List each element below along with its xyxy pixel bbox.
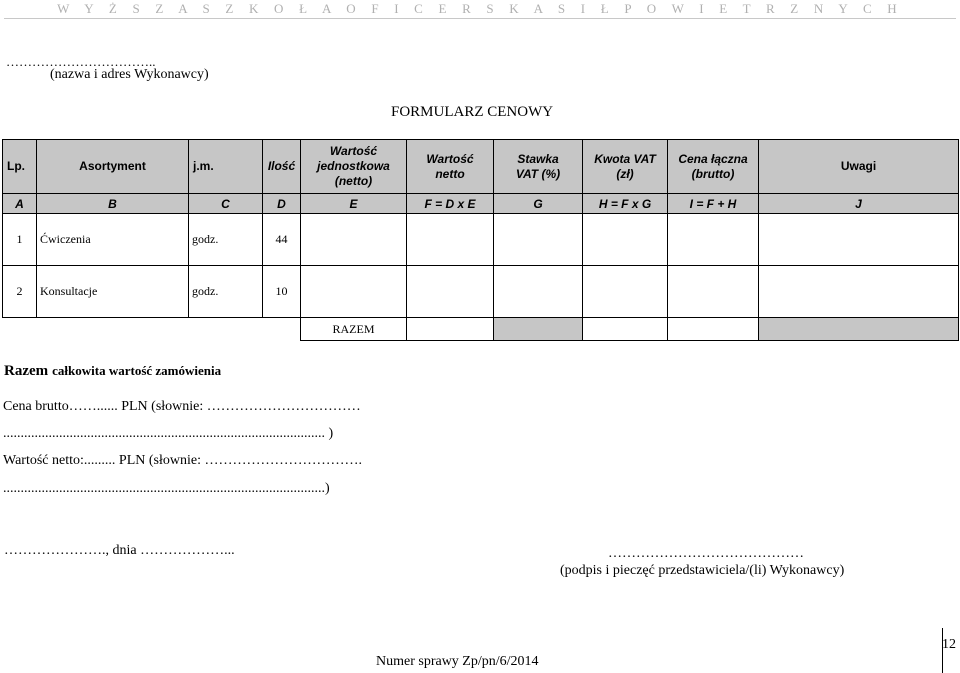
summary-title [4, 362, 221, 380]
row-notes-cell [759, 214, 959, 266]
table-row [3, 214, 959, 266]
row-lp: 1 [3, 214, 37, 266]
letter-f: F = D x E [407, 194, 494, 214]
vat-amount-line1: Kwota VAT [594, 151, 656, 166]
gross-price-line: Cena brutto……...... PLN (słownie: …………………………… [3, 399, 361, 414]
page-number: 12 [942, 637, 956, 652]
total-row [3, 318, 959, 341]
header-divider [4, 18, 956, 19]
signature-dots: …………………………………… [608, 546, 804, 561]
net-value-line1: Wartość [426, 151, 474, 166]
letter-g: G [494, 194, 583, 214]
row-gross-cell [668, 266, 759, 318]
price-table [2, 139, 959, 341]
row-unit-value-cell [301, 266, 407, 318]
total-notes-cell [759, 318, 959, 341]
row-vat-amount-cell [583, 266, 668, 318]
row-name: Ćwiczenia [37, 214, 189, 266]
col-header-vat-amount [583, 140, 668, 194]
col-header-asortyment: Asortyment [37, 140, 189, 194]
letter-i: I = F + H [668, 194, 759, 214]
form-title: FORMULARZ CENOWY [391, 104, 554, 120]
case-number: Numer sprawy Zp/pn/6/2014 [376, 654, 539, 669]
row-lp: 2 [3, 266, 37, 318]
col-header-ilosc: Ilość [263, 140, 301, 194]
col-header-net-value [407, 140, 494, 194]
gross-price-continuation: ............................................................................................ ) [3, 426, 334, 441]
total-net-cell [407, 318, 494, 341]
gross-line2: (brutto) [691, 166, 735, 181]
col-header-uwagi: Uwagi [759, 140, 959, 194]
letter-b: B [37, 194, 189, 214]
letter-c: C [189, 194, 263, 214]
row-vat-rate-cell [494, 214, 583, 266]
letter-e: E [301, 194, 407, 214]
net-value-continuation: ............................................................................................) [3, 481, 330, 496]
total-gross-cell [668, 318, 759, 341]
row-net-value-cell [407, 266, 494, 318]
vat-rate-line2: VAT (%) [515, 166, 561, 181]
unit-value-line3: (netto) [334, 174, 373, 188]
total-vat-amount-cell [583, 318, 668, 341]
unit-value-line1: Wartość [329, 144, 378, 158]
row-qty: 44 [263, 214, 301, 266]
row-notes-cell [759, 266, 959, 318]
total-vat-rate-cell [494, 318, 583, 341]
summary-title-rest: całkowita wartość zamówienia [52, 363, 222, 378]
net-value-line: Wartość netto:......... PLN (słownie: ……………………………. [3, 453, 362, 468]
school-header: W Y Ż S Z A S Z K O Ł A O F I C E R S K A S I Ł P O W I E T R Z N Y C H [57, 1, 903, 16]
col-header-jm: j.m. [189, 140, 263, 194]
row-net-value-cell [407, 214, 494, 266]
contractor-dots: …………………………….. [6, 54, 156, 69]
col-header-unit-value [301, 140, 407, 194]
signature-label: (podpis i pieczęć przedstawiciela/(li) Wykonawcy) [560, 563, 845, 578]
gross-line1: Cena łączna [678, 151, 748, 166]
vat-amount-line2: (zł) [616, 166, 634, 181]
row-unit: godz. [189, 266, 263, 318]
summary-title-bold: Razem [4, 363, 49, 379]
table-row [3, 266, 959, 318]
col-header-lp: Lp. [3, 140, 37, 194]
row-vat-rate-cell [494, 266, 583, 318]
net-value-line2: netto [435, 166, 465, 181]
row-name: Konsultacje [37, 266, 189, 318]
contractor-label: (nazwa i adres Wykonawcy) [50, 67, 209, 82]
letter-a: A [3, 194, 37, 214]
vat-rate-line1: Stawka [517, 151, 559, 166]
row-vat-amount-cell [583, 214, 668, 266]
row-qty: 10 [263, 266, 301, 318]
total-label: RAZEM [301, 318, 407, 341]
row-unit: godz. [189, 214, 263, 266]
col-header-gross [668, 140, 759, 194]
unit-value-line2: jednostkowa [317, 159, 390, 173]
col-header-vat-rate [494, 140, 583, 194]
row-unit-value-cell [301, 214, 407, 266]
row-gross-cell [668, 214, 759, 266]
letter-d: D [263, 194, 301, 214]
letter-h: H = F x G [583, 194, 668, 214]
date-line: …………………., dnia ………………... [4, 543, 235, 558]
letter-j: J [759, 194, 959, 214]
